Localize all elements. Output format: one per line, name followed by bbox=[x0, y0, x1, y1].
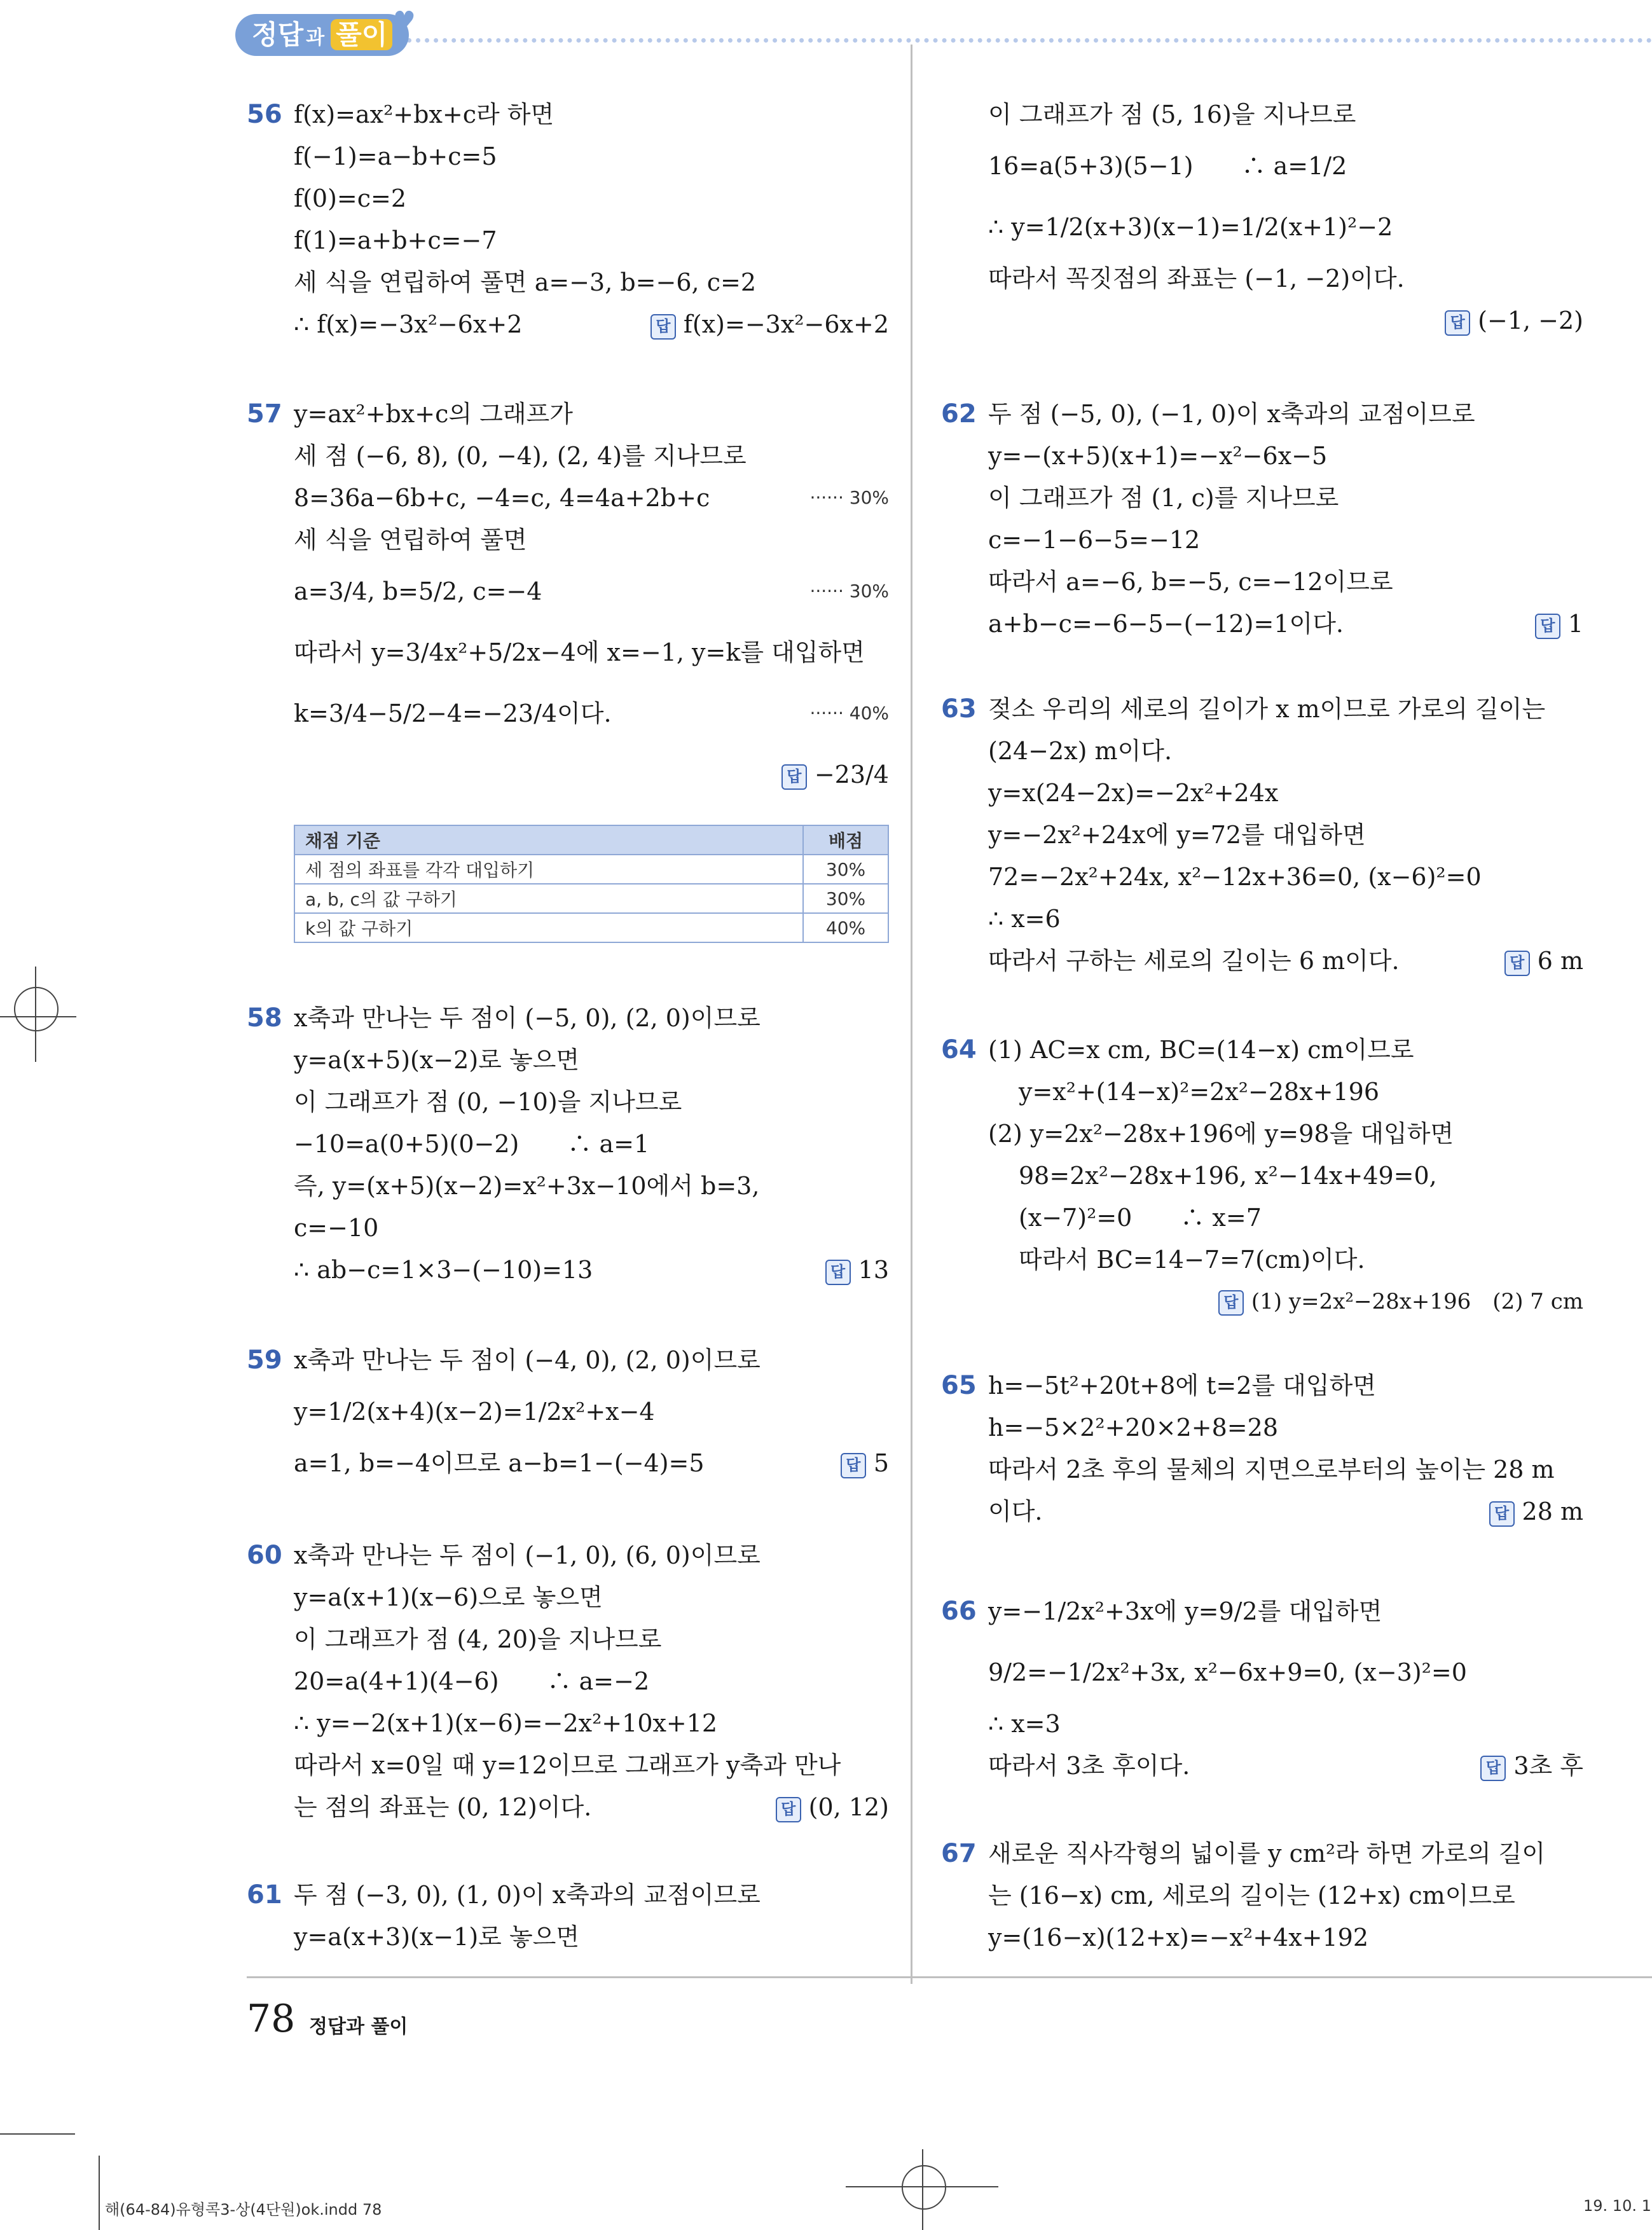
table-cell: 40% bbox=[803, 913, 888, 942]
problem-number: 60 bbox=[247, 1541, 282, 1570]
solution-line: y=x²+(14−x)²=2x²−28x+196 bbox=[1019, 1078, 1379, 1106]
solution-line: 16=a(5+3)(5−1) ∴ a=1/2 bbox=[988, 152, 1347, 180]
problem-number: 63 bbox=[941, 694, 977, 724]
solution-line bbox=[294, 1786, 889, 1828]
solution-line: (24−2x) m이다. bbox=[988, 737, 1173, 765]
crop-mark bbox=[922, 2149, 923, 2230]
solution-line bbox=[294, 1442, 889, 1484]
section-badge bbox=[235, 14, 409, 56]
print-date: 19. 10. 1 bbox=[1583, 2197, 1651, 2215]
solution-line: (1) AC=x cm, BC=(14−x) cm이므로 bbox=[988, 1036, 1414, 1064]
answer-value: (−1, −2) bbox=[1478, 306, 1583, 334]
heart-icon: ♥ bbox=[393, 6, 416, 36]
solution-line: −10=a(0+5)(0−2) ∴ a=1 bbox=[294, 1130, 650, 1158]
solution-text: 따라서 3초 후이다. bbox=[988, 1752, 1190, 1780]
answer bbox=[1445, 299, 1583, 341]
answer bbox=[841, 1442, 889, 1484]
answer-value: −23/4 bbox=[814, 761, 889, 788]
solution-line: 72=−2x²+24x, x²−12x+36=0, (x−6)²=0 bbox=[988, 863, 1482, 891]
solution-line: 세 식을 연립하여 풀면 a=−3, b=−6, c=2 bbox=[294, 268, 756, 296]
crop-mark bbox=[0, 2133, 75, 2135]
solution-line: 세 식을 연립하여 풀면 bbox=[294, 526, 527, 554]
solution-text: a=3/4, b=5/2, c=−4 bbox=[294, 577, 542, 605]
solution-line: y=x(24−2x)=−2x²+24x bbox=[988, 779, 1279, 807]
solution-line: y=(16−x)(12+x)=−x²+4x+192 bbox=[988, 1924, 1369, 1951]
solution-line: ∴ y=−2(x+1)(x−6)=−2x²+10x+12 bbox=[294, 1709, 718, 1737]
solution-line: 이 그래프가 점 (0, −10)을 지나므로 bbox=[294, 1088, 682, 1116]
answer-icon: 답 bbox=[1480, 1756, 1506, 1781]
answer-value: 5 bbox=[873, 1449, 889, 1477]
answer-icon: 답 bbox=[650, 314, 676, 340]
solution-line bbox=[294, 561, 889, 622]
solution-line: ∴ y=1/2(x+3)(x−1)=1/2(x+1)²−2 bbox=[988, 213, 1393, 241]
solution-text: a+b−c=−6−5−(−12)=1이다. bbox=[988, 610, 1344, 638]
problem-number: 57 bbox=[247, 399, 282, 429]
solution-line: 따라서 BC=14−7=7(cm)이다. bbox=[1019, 1246, 1365, 1274]
problem-number: 58 bbox=[247, 1003, 282, 1033]
scoring-table bbox=[294, 825, 889, 943]
answer bbox=[1504, 940, 1583, 982]
problem-number: 65 bbox=[941, 1371, 977, 1400]
score-marker: ······ 30% bbox=[809, 581, 889, 602]
solution-line bbox=[294, 477, 889, 519]
solution-line bbox=[988, 940, 1583, 982]
solution-line: x축과 만나는 두 점이 (−1, 0), (6, 0)이므로 bbox=[294, 1541, 761, 1569]
solution-line: (x−7)²=0 ∴ x=7 bbox=[1019, 1204, 1262, 1232]
solution-text: a=1, b=−4이므로 a−b=1−(−4)=5 bbox=[294, 1449, 705, 1477]
solution-text: 8=36a−6b+c, −4=c, 4=4a+2b+c bbox=[294, 484, 710, 512]
registration-mark bbox=[14, 987, 59, 1031]
answer-icon: 답 bbox=[1218, 1290, 1244, 1316]
solution-line: y=1/2(x+4)(x−2)=1/2x²+x−4 bbox=[294, 1398, 655, 1426]
solution-line: 9/2=−1/2x²+3x, x²−6x+9=0, (x−3)²=0 bbox=[988, 1658, 1467, 1686]
solution-text: ∴ f(x)=−3x²−6x+2 bbox=[294, 310, 523, 338]
table-header: 배점 bbox=[803, 825, 888, 855]
badge-main: 정답 bbox=[252, 19, 304, 50]
table-row bbox=[294, 913, 888, 942]
solution-line: y=a(x+5)(x−2)로 놓으면 bbox=[294, 1046, 580, 1074]
score-marker: ······ 40% bbox=[809, 703, 889, 724]
answer-value: 1 bbox=[1567, 610, 1583, 638]
crop-mark bbox=[99, 2156, 100, 2230]
solution-text: ∴ ab−c=1×3−(−10)=13 bbox=[294, 1256, 593, 1284]
solution-line: x축과 만나는 두 점이 (−4, 0), (2, 0)이므로 bbox=[294, 1346, 761, 1374]
solution-line: 따라서 꼭짓점의 좌표는 (−1, −2)이다. bbox=[988, 265, 1405, 293]
solution-line: y=a(x+3)(x−1)로 놓으면 bbox=[294, 1923, 580, 1951]
table-row bbox=[294, 884, 888, 913]
solution-line: 즉, y=(x+5)(x−2)=x²+3x−10에서 b=3, bbox=[294, 1172, 760, 1200]
solution-line: c=−10 bbox=[294, 1214, 379, 1242]
problem-number: 62 bbox=[941, 399, 977, 429]
answer bbox=[825, 1249, 889, 1291]
answer bbox=[1535, 603, 1583, 645]
problem-number: 61 bbox=[247, 1880, 282, 1910]
solution-line: y=−(x+5)(x+1)=−x²−6x−5 bbox=[988, 442, 1328, 470]
solution-line: (2) y=2x²−28x+196에 y=98을 대입하면 bbox=[988, 1120, 1454, 1148]
answer bbox=[650, 303, 889, 345]
solution-line: h=−5×2²+20×2+8=28 bbox=[988, 1414, 1278, 1442]
problem-number: 67 bbox=[941, 1839, 977, 1868]
answer bbox=[1480, 1745, 1583, 1787]
problem-number: 59 bbox=[247, 1346, 282, 1375]
solution-line: 이 그래프가 점 (1, c)를 지나므로 bbox=[988, 484, 1339, 512]
table-header: 채점 기준 bbox=[294, 825, 803, 855]
answer-row bbox=[988, 299, 1583, 341]
answer-value: 28 m bbox=[1522, 1497, 1583, 1525]
solution-line: 새로운 직사각형의 넓이를 y cm²라 하면 가로의 길이 bbox=[988, 1840, 1546, 1868]
solution-line: 이 그래프가 점 (5, 16)을 지나므로 bbox=[988, 100, 1356, 128]
solution-line: y=a(x+1)(x−6)으로 놓으면 bbox=[294, 1583, 603, 1611]
answer-icon: 답 bbox=[776, 1797, 801, 1822]
solution-line: y=−1/2x²+3x에 y=9/2를 대입하면 bbox=[988, 1597, 1382, 1625]
registration-mark bbox=[902, 2165, 946, 2210]
answer bbox=[1489, 1490, 1583, 1532]
solution-line: 두 점 (−3, 0), (1, 0)이 x축과의 교점이므로 bbox=[294, 1881, 761, 1909]
table-cell: 세 점의 좌표를 각각 대입하기 bbox=[294, 855, 803, 884]
badge-small: 과 bbox=[306, 27, 325, 49]
score-marker: ······ 30% bbox=[809, 487, 889, 508]
header-dotted-rule bbox=[407, 38, 1652, 43]
solution-line bbox=[294, 1249, 889, 1291]
answer-value: 6 m bbox=[1537, 947, 1583, 975]
solution-line: 따라서 x=0일 때 y=12이므로 그래프가 y축과 만나 bbox=[294, 1751, 841, 1779]
badge-sub: 풀이 bbox=[331, 19, 392, 50]
answer-value: (1) y=2x²−28x+196 (2) 7 cm bbox=[1251, 1289, 1583, 1314]
answer bbox=[1218, 1281, 1583, 1323]
solution-line: 젖소 우리의 세로의 길이가 x m이므로 가로의 길이는 bbox=[988, 695, 1546, 723]
answer-icon: 답 bbox=[1445, 310, 1470, 336]
solution-line bbox=[294, 683, 889, 744]
solution-line: y=−2x²+24x에 y=72를 대입하면 bbox=[988, 821, 1366, 849]
answer-icon: 답 bbox=[1489, 1501, 1515, 1527]
solution-line: 는 (16−x) cm, 세로의 길이는 (12+x) cm이므로 bbox=[988, 1882, 1515, 1910]
answer bbox=[776, 1786, 889, 1828]
problem-number: 66 bbox=[941, 1597, 977, 1626]
page-number: 78 bbox=[247, 1997, 296, 2041]
footer-label: 정답과 풀이 bbox=[309, 2016, 408, 2038]
solution-line: 따라서 y=3/4x²+5/2x−4에 x=−1, y=k를 대입하면 bbox=[294, 638, 865, 666]
answer-icon: 답 bbox=[825, 1260, 851, 1285]
solution-line bbox=[988, 603, 1583, 645]
solution-line bbox=[988, 1490, 1583, 1532]
solution-line: f(1)=a+b+c=−7 bbox=[294, 226, 497, 254]
solution-line: y=ax²+bx+c의 그래프가 bbox=[294, 400, 573, 428]
solution-line: 세 점 (−6, 8), (0, −4), (2, 4)를 지나므로 bbox=[294, 442, 747, 470]
solution-line: 이 그래프가 점 (4, 20)을 지나므로 bbox=[294, 1625, 662, 1653]
solution-line: f(x)=ax²+bx+c라 하면 bbox=[294, 100, 554, 128]
table-cell: k의 값 구하기 bbox=[294, 913, 803, 942]
answer-icon: 답 bbox=[1535, 614, 1560, 639]
solution-line: h=−5t²+20t+8에 t=2를 대입하면 bbox=[988, 1372, 1377, 1400]
problem-number: 56 bbox=[247, 100, 282, 129]
answer-icon: 답 bbox=[1504, 951, 1530, 976]
problem-number: 64 bbox=[941, 1035, 977, 1064]
solution-line: ∴ x=6 bbox=[988, 905, 1061, 933]
answer-value: f(x)=−3x²−6x+2 bbox=[683, 310, 889, 338]
table-row bbox=[294, 855, 888, 884]
solution-line: ∴ x=3 bbox=[988, 1710, 1061, 1738]
answer-value: (0, 12) bbox=[808, 1793, 889, 1821]
solution-text: 는 점의 좌표는 (0, 12)이다. bbox=[294, 1793, 592, 1821]
solution-line bbox=[294, 303, 889, 345]
answer-value: 13 bbox=[858, 1256, 889, 1284]
answer-value: 3초 후 bbox=[1513, 1752, 1583, 1780]
solution-line bbox=[988, 1745, 1583, 1787]
solution-line: 따라서 2초 후의 물체의 지면으로부터의 높이는 28 m bbox=[988, 1456, 1555, 1483]
solution-text: 이다. bbox=[988, 1497, 1043, 1525]
solution-line: 98=2x²−28x+196, x²−14x+49=0, bbox=[1019, 1162, 1437, 1190]
solution-text: 따라서 구하는 세로의 길이는 6 m이다. bbox=[988, 947, 1400, 975]
table-cell: 30% bbox=[803, 884, 888, 913]
table-cell: a, b, c의 값 구하기 bbox=[294, 884, 803, 913]
table-cell: 30% bbox=[803, 855, 888, 884]
solution-line: c=−1−6−5=−12 bbox=[988, 526, 1201, 554]
answer-icon: 답 bbox=[781, 764, 807, 790]
print-file-name: 해(64-84)유형콕3-상(4단원)ok.indd 78 bbox=[105, 2201, 382, 2219]
answer-icon: 답 bbox=[841, 1453, 866, 1478]
solution-line: 20=a(4+1)(4−6) ∴ a=−2 bbox=[294, 1667, 650, 1695]
solution-line: 두 점 (−5, 0), (−1, 0)이 x축과의 교점이므로 bbox=[988, 400, 1475, 428]
column-divider bbox=[911, 45, 912, 1984]
answer bbox=[781, 744, 889, 805]
answer-row bbox=[294, 744, 889, 805]
solution-line: 따라서 a=−6, b=−5, c=−12이므로 bbox=[988, 568, 1393, 596]
solution-line: f(−1)=a−b+c=5 bbox=[294, 142, 497, 170]
answer-row bbox=[988, 1281, 1583, 1323]
footer-rule bbox=[247, 1976, 1652, 1978]
solution-text: k=3/4−5/2−4=−23/4이다. bbox=[294, 699, 612, 727]
crop-mark bbox=[35, 967, 36, 1062]
solution-line: f(0)=c=2 bbox=[294, 184, 407, 212]
solution-line: x축과 만나는 두 점이 (−5, 0), (2, 0)이므로 bbox=[294, 1004, 761, 1032]
